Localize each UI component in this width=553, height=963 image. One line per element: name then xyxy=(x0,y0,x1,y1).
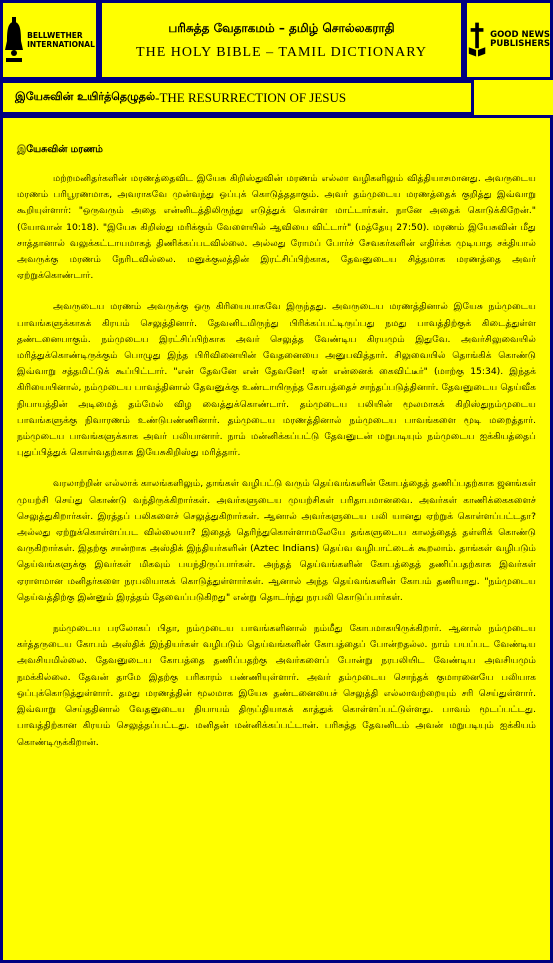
dictionary-title-box xyxy=(99,0,464,80)
open-book-icon xyxy=(467,18,487,62)
article-body xyxy=(0,115,553,963)
paragraph: அவருடைய மரணம் அவருக்கு ஒரு கிரியையாகவே இருந்தது. அவருடைய மரணத்தினால் இயேசு நம்முடைய பாவங்களுக்காகக் கிரயம் செலுத்தினார். தேவனிடமிருந்து பிரிக்கப்பட்டிருப்பது நமது பாவத்திற்குக் கிடைத்துள்ள தண்டனையாகும். நம்முடைய இரட்சிப்பிற்காக அவர் செலுத்த வேண்டிய கிரயமும் இதுவே. அவர்சிலுவையில் மரித்துக்கொண்டிருக்கும் பொழுது இந்த பிரிவினையின் வேதனையை அனுபவித்தார். சிலுவையில் தொங்கிக் கொண்டு இவ்வாறு சத்தமிட்டுக் கூப்பிட்டார். "என் தேவனே என் தேவனே! ஏன் என்னைக் கைவிட்டீர்" (மாற்கு 15:34). இந்தக் கிரியையினால், நம்முடைய பாவத்தினால் தேவனுக்கு உண்டாயிருந்த கோபத்தைச் சாந்தப்படுத்தினார். தேவனுடைய தெய்வீக நியாயத்தின் அடிமைத் தம்மேல் விழ வைத்துக்கொண்டார். தம்முடைய பலியின் மூலமாகக் கிறிஸ்துநம்முடைய பாவங்களுக்கு நிவாரணம் உண்டுபண்ணினார். தம்முடைய மரணத்தினால் நம்முடைய பாவங்களை மூடி மறைத்தார். நம்முடைய பாவங்களுக்காக அவர் பலியானார். நாம் மன்னிக்கப்பட்டு தேவனுடன் மறுபடியும் நம்முடைய ஐக்கியத்தைப் புதுப்பித்துக் கொள்வதற்காக இயேசுகிறிஸ்து மரித்தார். xyxy=(17,301,536,459)
topic-title-tamil: இயேசுவின் உயிர்த்தெழுதல் xyxy=(15,90,156,103)
section-title: இயேசுவின் மரணம் xyxy=(17,144,103,155)
bell-icon xyxy=(4,17,24,63)
paragraph: மற்றமனிதர்களின் மரணத்தைவிட இயேசு கிறிஸ்துவின் மரணம் எல்லா வழிகளிலும் வித்தியாசமானது. அவருடைய மரணம் பரிபூரணமாக, அவராகவே முன்வந்து ஒப்புக் கொடுத்ததாகும். அவர் தம்முடைய மரணத்தைக் குறித்து இவ்வாறு கூறியுள்ளார்: "ஒருவரும் அதை என்னிடத்திலிருந்து எடுத்துக் கொள்ள மாட்டார்கள். நானே அதைக் கொடுக்கிறேன்." (யோவான் 10:18). "இயேசு கிறிஸ்து மரிக்கும் வேளையில் ஆவியை விட்டார்" (மத்தேயு 27:50). மரணம் இயேசுவின் மீது சாத்தானால் வலுக்கட்டாயமாகத் திணிக்கப்படவில்லை. அல்லது ரோமப் போர்ச் சேவகர்களின் எதிர்க்க முடியாத சக்தியால் அவருக்கு மரணம் நேரிடவில்லை. மனுக்குலத்தின் இரட்சிப்பிற்காக, தேவனுடைய சித்தமாக மரணத்தை அவர் ஏற்றுக்கொண்டார். xyxy=(17,173,536,282)
paragraph: நம்முடைய பரலோகப் பிதா, நம்முடைய பாவங்களினால் நம்மீது கோபமாகயிருக்கிறார். ஆனால் நம்முடைய கர்த்தருடைய கோபம் அஸ்திக் இந்தியர்கள் வழிபடும் தெய்வங்களின் கோபத்தைப் போன்றதல்ல. நாம் பயப்பட வேண்டிய அவசியமில்லை. தேவனுடைய கோபத்தை தணிப்பதற்கு அவர்களைப் போன்று நரபலியிட வேண்டிய அவசியமும் நமக்கில்லை. தேவன் தாமே இதற்கு பரிகாரம் பண்ணியுள்ளார். அவர் தம்முடைய சொந்தக் குமாரனையே பலியாக ஒப்புக்கொடுத்துள்ளார். தமது மரணத்தின் மூலமாக இயேசு தண்டனையைச் செலுத்தி எல்லாவற்றையும் சரி செய்துள்ளார். இவ்வாறு செய்ததினால் வேதனுடைய நியாயம் திருப்தியாகக் காத்துக் கொள்ளப்பட்டுள்ளது. பாவம் மூடப்பட்டது. பாவத்திற்கான கிரயம் செலுத்தப்பட்டது. மனிதன் மன்னிக்கப்பட்டான். பரிசுத்த தேவனிடம் அவன் மறுபடியும் ஐக்கியம் கொண்டிருக்கிறான். xyxy=(17,623,536,748)
bellwether-logo xyxy=(0,0,99,80)
paragraph: வரலாற்றின் எல்லாக் காலங்களிலும், தாங்கள் வழிபட்டு வரும் தெய்வங்களின் கோபத்தைத் தணிப்பதற்காக ஜனங்கள் முயற்சி செய்து கொண்டு வந்திருக்கிறார்கள். அவர்களுடைய முயற்சிகள் பரிதாபமானவை. அவர்கள் காணிக்கைகளைச் செலுத்துகிறார்கள். இரத்தப் பலிகளைச் செலுத்துகிறார்கள். ஆனால் அவர்களுடைய பலி யானது ஏற்றுக் கொள்ளப்பட்டதா? அல்லது ஏற்றுக்கொள்ளப்பட வில்லையா? இதைத் தெரிந்துகொள்ளாமலேயே தங்களுடைய காலத்தைத் தள்ளிக் கொண்டு வருகிறார்கள். இதற்கு சான்றாக அஸ்திக் இந்தியர்களின் (Aztec Indians) தெய்வ வழிபாட்டைக் கூறலாம். தாங்கள் வழிபடும் தெய்வங்களுக்கு இவர்கள் மிகவும் பயந்திருப்பார்கள். அந்தத் தெய்வங்களின் கோபத்தைத் தணிப்பதற்காக இவர்கள் ஏராளமான மனிதர்களை நரபலியாகக் கொடுத்துள்ளார்கள். ஆனால் அந்த தெய்வங்களின் கோபம் தணியாது. "நம்முடைய தெய்வத்திற்கு இன்னும் இரத்தம் தேவைப்படுகிறது" என்று தொடர்ந்து நரபலி கொடுப்பார்கள். xyxy=(17,478,536,603)
logo-line-2: PUBLISHERS xyxy=(490,39,550,49)
title-tamil: பரிசுத்த வேதாகமம் – தமிழ் சொல்லகராதி xyxy=(168,20,395,35)
title-english: THE HOLY BIBLE – TAMIL DICTIONARY xyxy=(136,44,427,60)
topic-header xyxy=(0,80,474,115)
logo-line-1: BELLWETHER xyxy=(27,31,83,40)
topic-separator: - xyxy=(155,89,160,105)
topic-title-english: THE RESURRECTION OF JESUS xyxy=(159,89,347,105)
good-news-logo xyxy=(464,0,553,80)
logo-line-2: INTERNATIONAL xyxy=(27,40,95,49)
logo-line-1: GOOD NEWS xyxy=(490,29,550,40)
